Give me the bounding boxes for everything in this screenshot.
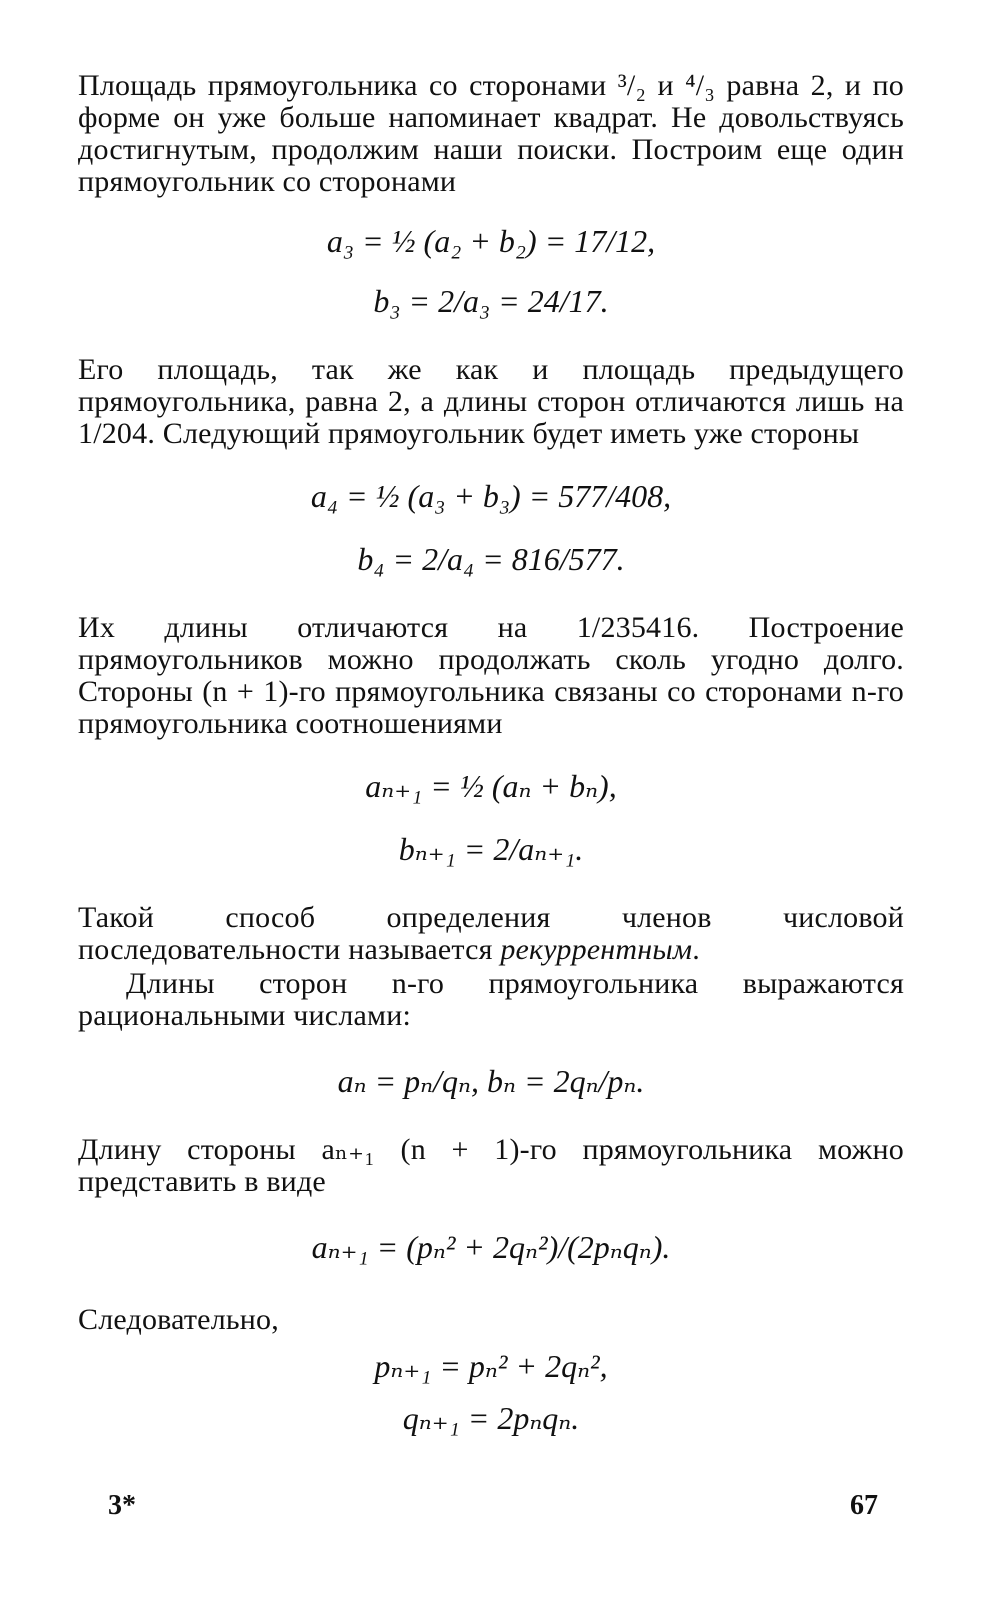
formula-an1: aₙ₊₁ = ½ (aₙ + bₙ), (365, 768, 617, 804)
page-number: 67 (850, 1490, 878, 1521)
paragraph-4-text-b: . (692, 933, 700, 966)
formula-b4: b₄ = 2/a₄ = 816/577. (357, 540, 625, 577)
formula-qn1: qₙ₊₁ = 2pₙqₙ. (402, 1400, 580, 1436)
page-footer (108, 1490, 878, 1522)
formula-a4: a₄ = ½ (a₃ + b₃) = 577/408, (310, 477, 672, 514)
paragraph-4-emphasis: рекуррентным (500, 933, 693, 966)
paragraph-3-fraction: 1/235416 (576, 611, 692, 644)
paragraph-2-fraction: 1/204 (78, 417, 148, 450)
formula-a3: a₃ = ½ (a₂ + b₂) = 17/12, (326, 222, 656, 259)
paragraph-2-text-a: Его площадь, так же как и площадь предыдущего прямоугольника, равна 2, а длины сторон отличаются лишь на (78, 353, 904, 418)
paragraph-4-text-a: Такой способ определения членов числовой последовательности называется (78, 901, 904, 966)
paragraph-4 (78, 902, 904, 966)
paragraph-3 (78, 612, 904, 740)
formula-pn1: pₙ₊₁ = pₙ² + 2qₙ², (374, 1348, 608, 1384)
paragraph-6: Длину стороны aₙ₊₁ (n + 1)-го прямоугольника можно представить в виде (78, 1133, 904, 1198)
formula-block-1 (78, 212, 904, 332)
formula-b3: b₃ = 2/a₃ = 24/17. (373, 282, 609, 319)
formula-block-4 (78, 1340, 904, 1444)
formula-block-2 (78, 464, 904, 590)
paragraph-5: Длины сторон n-го прямоугольника выражаются рациональными числами: (78, 967, 904, 1032)
signature-mark: 3* (108, 1490, 136, 1521)
formula-an-bn: aₙ = pₙ/qₙ, bₙ = 2qₙ/pₙ. (337, 1063, 645, 1099)
paragraph-2-text-b: . Следующий прямоугольник будет иметь уже стороны (147, 417, 860, 450)
formula-an1-expanded: aₙ₊₁ = (pₙ² + 2qₙ²)/(2pₙqₙ). (311, 1229, 671, 1265)
formula-bn1: bₙ₊₁ = 2/aₙ₊₁. (398, 831, 584, 867)
paragraph-3-text-b: . Построение прямоугольников можно продолжать сколь угодно долго. Стороны (n + 1)-го прямоугольника связаны со сторонами n-го прямоугольника соотношениями (78, 611, 904, 740)
paragraph-7: Следовательно, (78, 1303, 279, 1336)
paragraph-2 (78, 354, 904, 450)
paragraph-3-text-a: Их длины отличаются на (78, 611, 577, 644)
paragraph-1: Площадь прямоугольника со сторонами ³/₂ и ⁴/₃ равна 2, и по форме он уже больше напоминает квадрат. Не довольствуясь достигнутым, продолжим наши поиски. Построим еще один прямоугольник со сторонами (78, 69, 904, 198)
formula-block-3 (78, 754, 904, 880)
page-body (78, 70, 904, 1444)
